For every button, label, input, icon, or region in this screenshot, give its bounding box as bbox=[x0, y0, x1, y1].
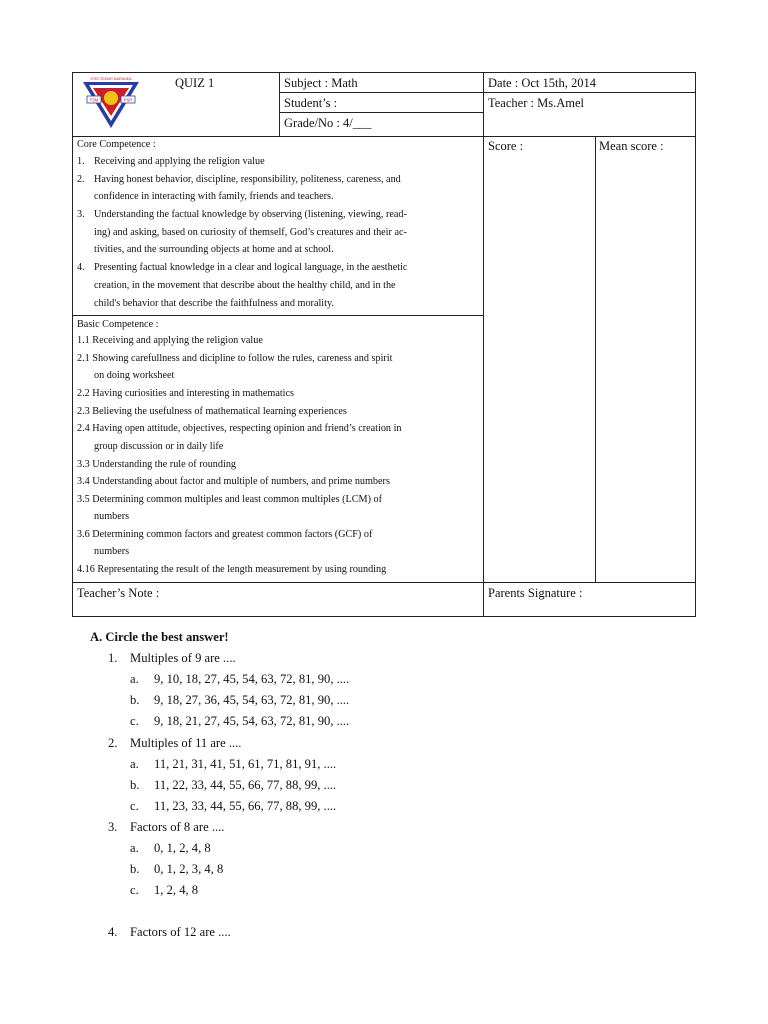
school-logo-icon bbox=[79, 76, 143, 130]
core-item-line: tivities, and the surrounding objects at home and at school. bbox=[94, 244, 334, 255]
logo-left-label: TSM bbox=[89, 97, 99, 103]
core-item-line: child's behavior that describe the faithfulness and morality. bbox=[94, 298, 334, 309]
core-item-line: ing) and asking, based on curiosity of themself, God’s creatures and their ac- bbox=[94, 227, 407, 238]
option-text: 0, 1, 2, 4, 8 bbox=[154, 841, 211, 855]
teachers-note-label: Teacher’s Note : bbox=[77, 586, 160, 600]
section-a-title: A. Circle the best answer! bbox=[90, 630, 229, 644]
basic-item-line: 3.4 Understanding about factor and multiple of numbers, and prime numbers bbox=[77, 476, 390, 487]
core-item-line: Having honest behavior, discipline, responsibility, politeness, careness, and bbox=[94, 174, 401, 185]
basic-item-line: 3.3 Understanding the rule of rounding bbox=[77, 459, 237, 470]
option-letter: c. bbox=[130, 799, 139, 813]
option-letter: c. bbox=[130, 883, 139, 897]
core-item-line: Presenting factual knowledge in a clear and logical language, in the aesthetic bbox=[94, 262, 408, 273]
question-number: 4. bbox=[108, 925, 118, 939]
basic-item-line: numbers bbox=[94, 511, 130, 522]
mean-score-label: Mean score : bbox=[599, 139, 664, 153]
option-letter: c. bbox=[130, 714, 139, 728]
option-text: 11, 22, 33, 44, 55, 66, 77, 88, 99, .... bbox=[154, 778, 337, 792]
question-text: Multiples of 11 are .... bbox=[130, 736, 242, 750]
date-field: Date : Oct 15th, 2014 bbox=[488, 76, 596, 90]
basic-item-line: 1.1 Receiving and applying the religion value bbox=[77, 335, 263, 346]
score-label: Score : bbox=[488, 139, 524, 153]
option-letter: a. bbox=[130, 841, 139, 855]
logo-right-label: PSR bbox=[123, 97, 133, 103]
basic-item-line: numbers bbox=[94, 546, 130, 557]
option-text: 9, 18, 21, 27, 45, 54, 63, 72, 81, 90, .... bbox=[154, 714, 350, 728]
basic-item-line: 2.1 Showing carefullness and dicipline to follow the rules, careness and spirit bbox=[77, 353, 393, 364]
option-letter: a. bbox=[130, 757, 139, 771]
teacher-field: Teacher : Ms.Amel bbox=[488, 96, 584, 110]
core-item-line: Receiving and applying the religion value bbox=[94, 156, 265, 167]
basic-item-line: 3.5 Determining common multiples and least common multiples (LCM) of bbox=[77, 494, 383, 505]
core-item-number: 4. bbox=[77, 262, 85, 273]
question-number: 1. bbox=[108, 651, 118, 665]
option-text: 9, 18, 27, 36, 45, 54, 63, 72, 81, 90, .... bbox=[154, 693, 350, 707]
core-item-number: 1. bbox=[77, 156, 85, 167]
basic-item-line: on doing worksheet bbox=[94, 370, 175, 381]
option-text: 11, 23, 33, 44, 55, 66, 77, 88, 99, .... bbox=[154, 799, 337, 813]
basic-item-line: 3.6 Determining common factors and greatest common factors (GCF) of bbox=[77, 529, 373, 540]
basic-item-line: 4.16 Representating the result of the length measurement by using rounding bbox=[77, 564, 387, 575]
option-text: 11, 21, 31, 41, 51, 61, 71, 81, 91, .... bbox=[154, 757, 337, 771]
option-text: 0, 1, 2, 3, 4, 8 bbox=[154, 862, 224, 876]
question-text: Factors of 8 are .... bbox=[130, 820, 225, 834]
basic-item-line: 2.2 Having curiosities and interesting in mathematics bbox=[77, 388, 295, 399]
logo-text: STECTEMUR MARANEA bbox=[90, 77, 132, 81]
basic-item-line: group discussion or in daily life bbox=[94, 441, 224, 452]
grade-field: Grade/No : 4/___ bbox=[284, 116, 372, 130]
core-item-line: Understanding the factual knowledge by observing (listening, viewing, read- bbox=[94, 209, 407, 220]
student-field: Student’s : bbox=[284, 96, 338, 110]
basic-item-line: 2.4 Having open attitude, objectives, respecting opinion and friend’s creation in bbox=[77, 423, 402, 434]
basic-competence-title: Basic Competence : bbox=[77, 319, 159, 330]
core-item-line: creation, in the movement that describe about the healthy child, and in the bbox=[94, 280, 396, 291]
subject-field: Subject : Math bbox=[284, 76, 358, 90]
question-text: Factors of 12 are .... bbox=[130, 925, 231, 939]
option-text: 9, 10, 18, 27, 45, 54, 63, 72, 81, 90, .... bbox=[154, 672, 350, 686]
core-item-line: confidence in interacting with family, friends and teachers. bbox=[94, 191, 334, 202]
option-letter: b. bbox=[130, 862, 140, 876]
core-item-number: 2. bbox=[77, 174, 85, 185]
option-letter: b. bbox=[130, 778, 140, 792]
option-text: 1, 2, 4, 8 bbox=[154, 883, 199, 897]
question-number: 3. bbox=[108, 820, 118, 834]
quiz-title: QUIZ 1 bbox=[175, 76, 215, 90]
parents-signature-label: Parents Signature : bbox=[488, 586, 583, 600]
question-text: Multiples of 9 are .... bbox=[130, 651, 236, 665]
option-letter: a. bbox=[130, 672, 139, 686]
core-item-number: 3. bbox=[77, 209, 85, 220]
question-number: 2. bbox=[108, 736, 118, 750]
basic-item-line: 2.3 Believing the usefulness of mathematical learning experiences bbox=[77, 406, 347, 417]
option-letter: b. bbox=[130, 693, 140, 707]
core-competence-title: Core Competence : bbox=[77, 139, 156, 150]
